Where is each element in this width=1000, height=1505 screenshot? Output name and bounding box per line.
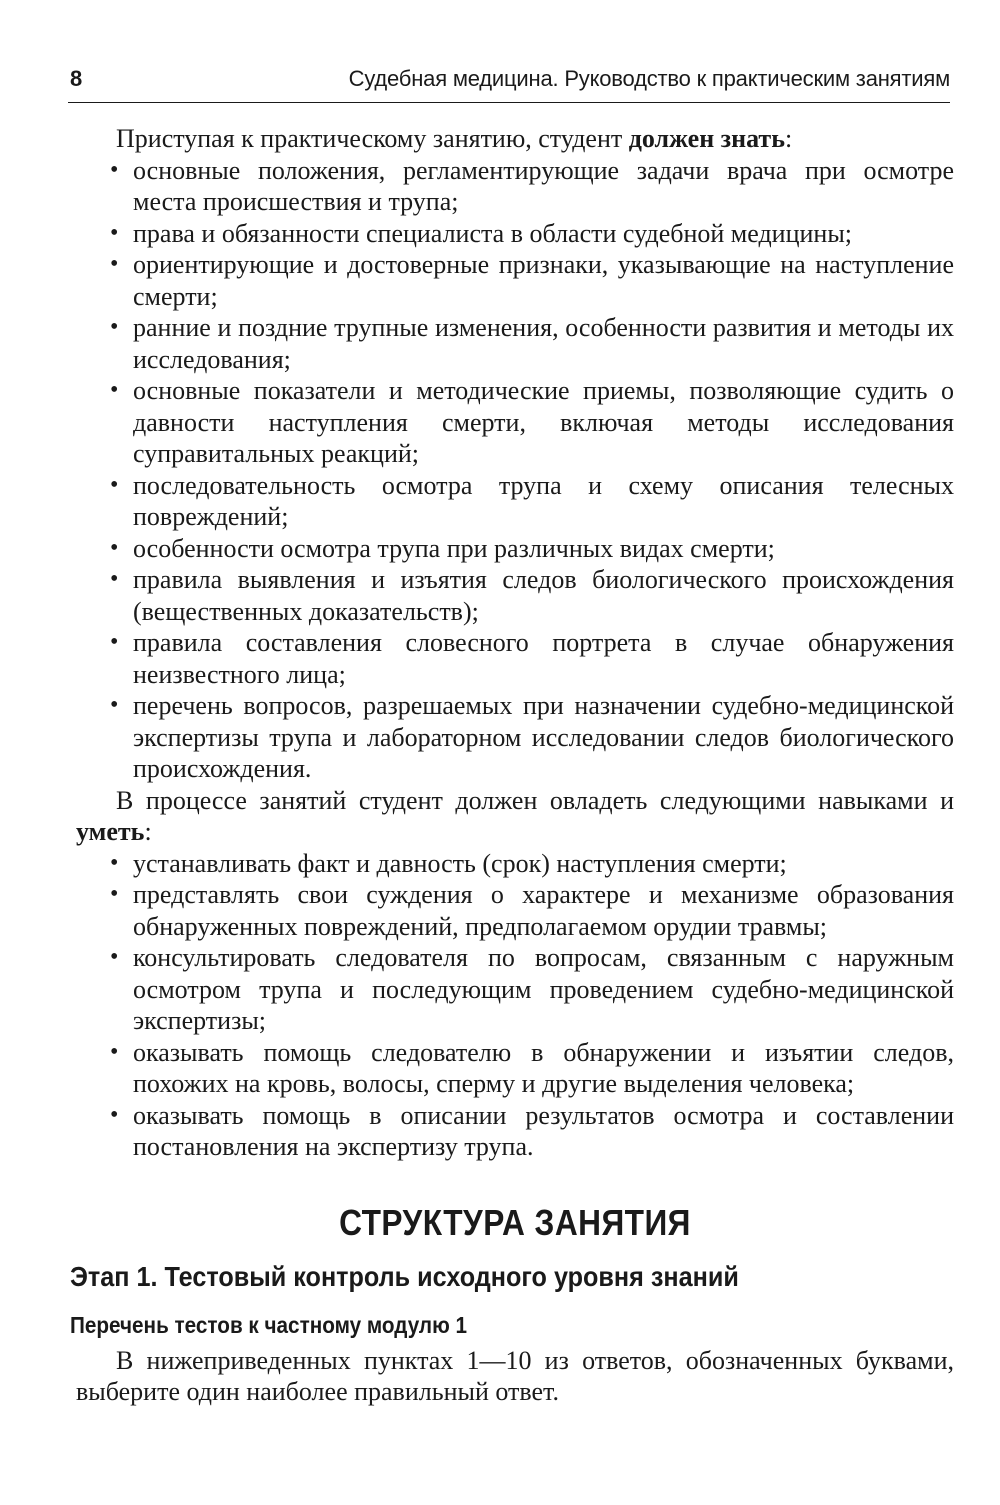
list-item xyxy=(76,942,954,1037)
list-item xyxy=(76,627,954,690)
list-item xyxy=(76,879,954,942)
list-item-text: основные положения, регламентирующие задачи врача при осмотре места происшествия и трупа; xyxy=(133,155,954,216)
list-item xyxy=(76,375,954,470)
intro-paragraph xyxy=(76,123,954,155)
list-item xyxy=(76,1100,954,1163)
bullet-icon: • xyxy=(110,881,119,907)
bullet-icon: • xyxy=(110,1038,119,1065)
bullet-icon: • xyxy=(110,471,119,498)
list-item xyxy=(76,564,954,627)
instruction-paragraph: В нижеприведенных пунктах 1—10 из ответов, обозначенных буквами, выберите один наиболее правильный ответ. xyxy=(76,1345,954,1406)
list-item xyxy=(76,218,954,250)
page-number: 8 xyxy=(70,66,83,91)
list-item xyxy=(76,155,954,218)
know-list xyxy=(76,155,954,785)
bullet-icon: • xyxy=(110,219,119,246)
list-item-text: перечень вопросов, разрешаемых при назначении судебно-медицинской экспертизы трупа и лабораторном исследовании следов биологического происхождения. xyxy=(133,691,954,783)
running-title: Судебная медицина. Руководство к практическим занятиям xyxy=(348,66,950,91)
list-item-text: оказывать помощь следователю в обнаружении и изъятии следов, похожих на кровь, волосы, сперму и другие выделения человека; xyxy=(133,1037,954,1098)
bullet-icon: • xyxy=(110,566,119,592)
skills-intro-paragraph xyxy=(76,785,954,848)
skills-intro-text: В процессе занятий студент должен овладеть следующими навыками и xyxy=(116,785,954,815)
list-item xyxy=(76,848,954,880)
bullet-icon: • xyxy=(110,692,119,718)
subsection-title: Перечень тестов к частному модулю 1 xyxy=(70,1311,468,1338)
list-item-text: последовательность осмотра трупа и схему описания телесных повреждений; xyxy=(133,470,954,531)
intro-bold: должен знать xyxy=(628,124,785,153)
list-item-text: правила выявления и изъятия следов биологического происхождения (вещественных доказательств); xyxy=(133,565,954,626)
list-item xyxy=(76,249,954,312)
bullet-icon: • xyxy=(110,156,119,183)
bullet-icon: • xyxy=(110,629,119,655)
list-item-text: представлять свои суждения о характере и механизме образования обнаруженных повреждений, предполагаемом орудии травмы; xyxy=(133,880,954,941)
bullet-icon: • xyxy=(110,377,119,403)
bullet-icon: • xyxy=(110,251,119,277)
bullet-icon: • xyxy=(110,314,119,340)
list-item xyxy=(76,1037,954,1100)
intro-text: Приступая к практическому занятию, студент xyxy=(116,124,629,153)
bullet-icon: • xyxy=(110,534,119,561)
list-item-text: ориентирующие и достоверные признаки, указывающие на наступление смерти; xyxy=(133,250,954,311)
page-header xyxy=(68,62,950,103)
intro-colon: : xyxy=(784,124,793,153)
bullet-icon: • xyxy=(110,849,119,876)
section-title: СТРУКТУРА ЗАНЯТИЯ xyxy=(339,1201,691,1243)
page-content xyxy=(70,123,954,1408)
list-item-text: особенности осмотра трупа при различных видах смерти; xyxy=(133,533,775,563)
list-item xyxy=(76,470,954,533)
list-item xyxy=(76,533,954,565)
list-item-text: консультировать следователя по вопросам, связанным с наружным осмотром трупа и последующим проведением судебно-медицинской экспертизы; xyxy=(133,943,954,1035)
skills-intro-colon: : xyxy=(144,817,152,846)
skills-list xyxy=(76,848,954,1163)
list-item-text: права и обязанности специалиста в области судебной медицины; xyxy=(133,218,853,248)
bullet-icon: • xyxy=(110,944,119,970)
skills-intro-bold: уметь xyxy=(76,817,145,846)
list-item-text: оказывать помощь в описании результатов осмотра и составлении постановления на экспертизу трупа. xyxy=(133,1100,954,1161)
stage-title: Этап 1. Тестовый контроль исходного уровня знаний xyxy=(70,1260,739,1292)
list-item xyxy=(76,312,954,375)
list-item-text: ранние и поздние трупные изменения, особенности развития и методы их исследования; xyxy=(133,313,954,374)
list-item-text: правила составления словесного портрета в случае обнаружения неизвестного лица; xyxy=(133,628,954,689)
bullet-icon: • xyxy=(110,1101,119,1128)
list-item xyxy=(76,690,954,785)
list-item-text: устанавливать факт и давность (срок) наступления смерти; xyxy=(133,848,787,878)
list-item-text: основные показатели и методические приемы, позволяющие судить о давности наступления смерти, включая методы исследования суправитальных реакций; xyxy=(133,376,954,468)
